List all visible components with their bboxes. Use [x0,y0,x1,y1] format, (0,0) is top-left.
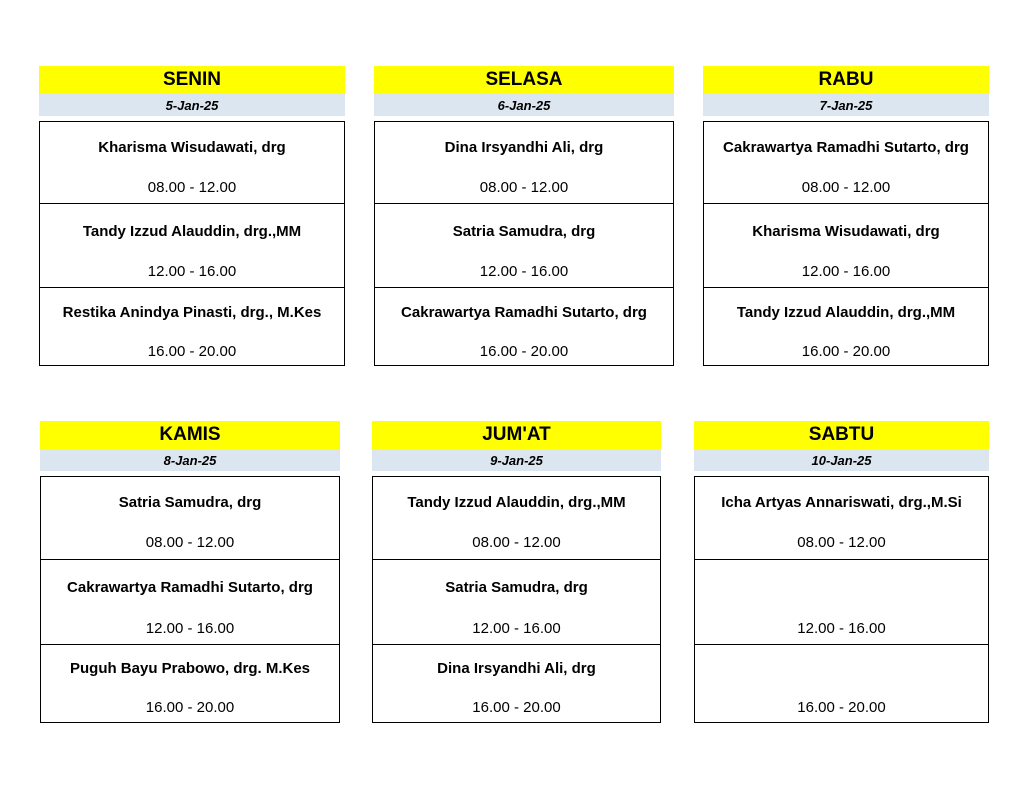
time-range: 12.00 - 16.00 [797,620,886,637]
time-range: 16.00 - 20.00 [797,699,886,716]
time-range: 16.00 - 20.00 [145,699,235,716]
time-range: 08.00 - 12.00 [472,534,561,551]
schedule-slot [41,477,339,559]
schedule-slot [40,287,344,365]
doctor-name: Cakrawartya Ramadhi Sutarto, drg [67,579,313,596]
doctor-name: Tandy Izzud Alauddin, drg.,MM [82,223,302,240]
time-range: 08.00 - 12.00 [801,179,891,196]
time-range: 16.00 - 20.00 [801,343,891,360]
schedule-slot [40,203,344,287]
day-rabu [703,66,989,366]
time-range: 08.00 - 12.00 [797,534,886,551]
doctor-name: Satria Samudra, drg [118,494,262,511]
time-range: 08.00 - 12.00 [145,534,235,551]
doctor-name: Satria Samudra, drg [445,579,588,596]
doctor-name: Cakrawartya Ramadhi Sutarto, drg [723,139,969,156]
day-senin [39,66,345,366]
doctor-name: Dina Irsyandhi Ali, drg [437,660,596,677]
day-jumat [372,421,661,723]
time-range: 16.00 - 20.00 [479,343,569,360]
time-range: 16.00 - 20.00 [147,343,237,360]
schedule-slot [704,122,988,203]
schedule-slot [695,477,988,559]
schedule-slot [695,644,988,722]
time-range: 16.00 - 20.00 [472,699,561,716]
schedule-slot [704,287,988,365]
doctor-name: Tandy Izzud Alauddin, drg.,MM [407,494,626,511]
doctor-name: Restika Anindya Pinasti, drg., M.Kes [62,304,322,321]
day-name: JUM'AT [372,421,661,449]
day-kamis [40,421,340,723]
schedule-slot [373,644,660,722]
time-range: 12.00 - 16.00 [801,263,891,280]
day-name: KAMIS [40,421,340,449]
time-range: 12.00 - 16.00 [145,620,235,637]
time-range: 08.00 - 12.00 [147,179,237,196]
schedule-table [694,476,989,723]
schedule-slot [40,122,344,203]
day-date: 9-Jan-25 [372,449,661,471]
schedule-slot [41,559,339,644]
day-date: 7-Jan-25 [703,94,989,116]
schedule-slot [704,203,988,287]
doctor-name: Icha Artyas Annariswati, drg.,M.Si [721,494,962,511]
schedule-slot [375,287,673,365]
doctor-name: Puguh Bayu Prabowo, drg. M.Kes [69,660,311,677]
day-name: RABU [703,66,989,94]
day-selasa [374,66,674,366]
day-date: 5-Jan-25 [39,94,345,116]
day-date: 8-Jan-25 [40,449,340,471]
schedule-table [40,476,340,723]
day-name: SENIN [39,66,345,94]
schedule-slot [375,203,673,287]
schedule-table [374,121,674,366]
schedule-slot [373,559,660,644]
time-range: 12.00 - 16.00 [472,620,561,637]
schedule-table [39,121,345,366]
schedule-table [372,476,661,723]
day-name: SABTU [694,421,989,449]
doctor-name: Kharisma Wisudawati, drg [98,139,286,156]
day-date: 10-Jan-25 [694,449,989,471]
time-range: 08.00 - 12.00 [479,179,569,196]
schedule-slot [695,559,988,644]
doctor-name: Dina Irsyandhi Ali, drg [444,139,604,156]
doctor-name: Cakrawartya Ramadhi Sutarto, drg [401,304,647,321]
schedule-slot [373,477,660,559]
time-range: 12.00 - 16.00 [147,263,237,280]
doctor-name: Tandy Izzud Alauddin, drg.,MM [736,304,956,321]
schedule-table [703,121,989,366]
schedule-slot [41,644,339,722]
schedule-slot [375,122,673,203]
doctor-name: Kharisma Wisudawati, drg [752,223,940,240]
day-name: SELASA [374,66,674,94]
day-date: 6-Jan-25 [374,94,674,116]
doctor-name: Satria Samudra, drg [452,223,596,240]
day-sabtu [694,421,989,723]
time-range: 12.00 - 16.00 [479,263,569,280]
